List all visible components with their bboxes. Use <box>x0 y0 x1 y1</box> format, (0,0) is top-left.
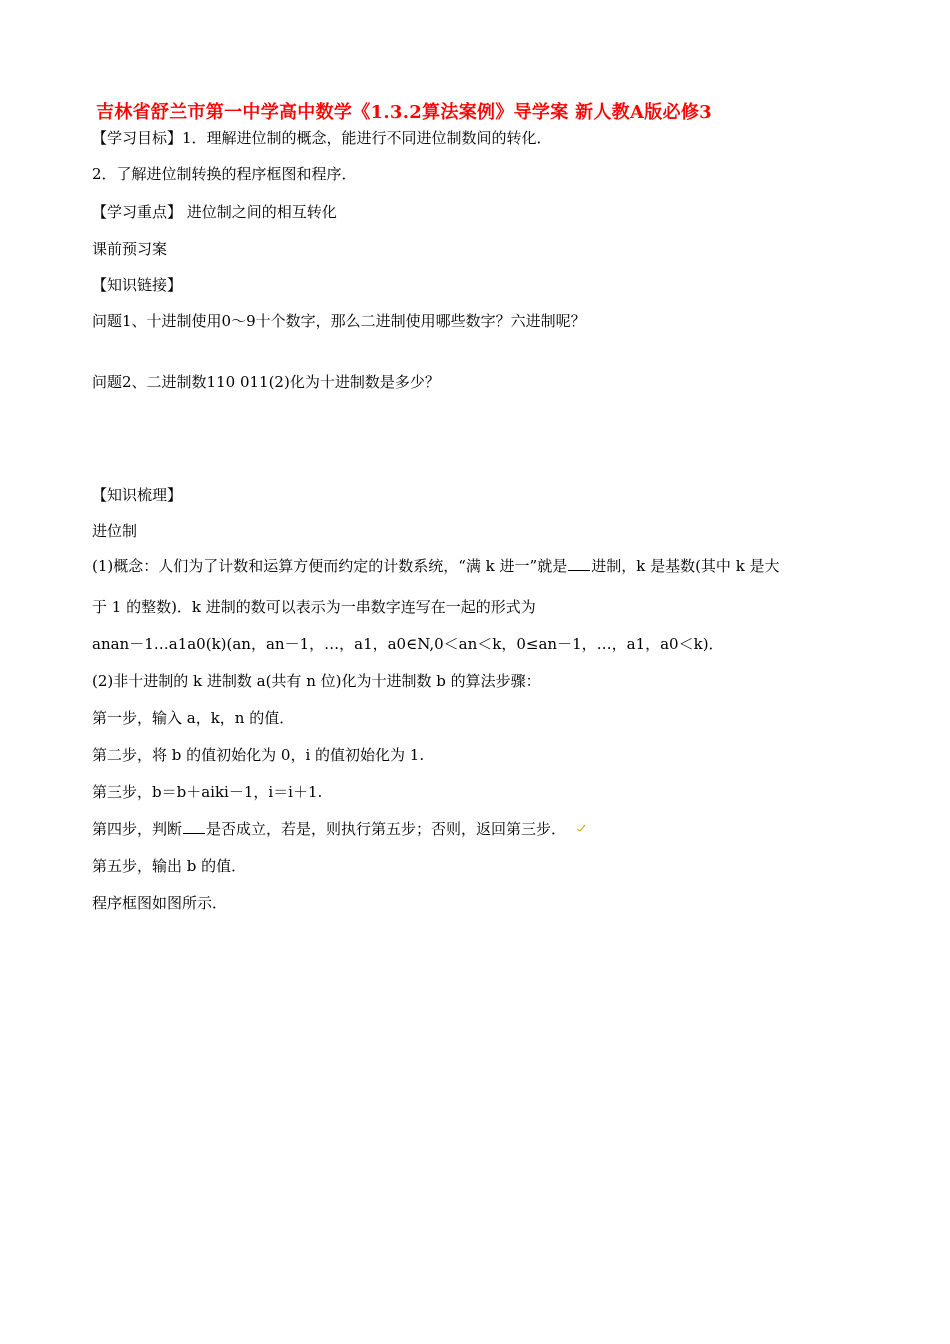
algorithm-step-1: 第一步，输入 a，k，n 的值． <box>92 709 295 727</box>
algorithm-step-2: 第二步，将 b 的值初始化为 0，i 的值初始化为 1. <box>92 746 425 764</box>
learning-goal-line-1: 【学习目标】1．理解进位制的概念，能进行不同进位制数间的转化． <box>92 129 552 147</box>
preview-heading: 课前预习案 <box>92 240 168 258</box>
question-2: 问题2、二进制数110 011(2)化为十进制数是多少？ <box>92 373 440 391</box>
concept-line-3: anan－1…a1a0(k)(an，an－1，…，a1，a0∈N,0＜an＜k，0≤an－1，…，a1，a0＜k)． <box>92 635 724 653</box>
learning-goal-line-2: 2．了解进位制转换的程序框图和程序． <box>92 165 357 183</box>
concept-text-part-1: (1)概念：人们为了计数和运算方便而约定的计数系统，“满 k 进一”就是 <box>92 557 568 575</box>
knowledge-review-heading: 【知识梳理】 <box>92 486 183 504</box>
step-4-text-part-2: 是否成立，若是，则执行第五步；否则，返回第三步． <box>206 820 567 838</box>
key-point-line: 【学习重点】 进位制之间的相互转化 <box>92 203 337 221</box>
document-title: 吉林省舒兰市第一中学高中数学《1.3.2算法案例》导学案 新人教A版必修3 <box>96 102 712 123</box>
step-4-fill-blank[interactable] <box>183 819 205 834</box>
algorithm-step-4 <box>92 819 566 839</box>
knowledge-link-heading: 【知识链接】 <box>92 276 183 294</box>
concept-fill-blank[interactable] <box>568 556 590 571</box>
algorithm-intro: (2)非十进制的 k 进制数 a(共有 n 位)化为十进制数 b 的算法步骤： <box>92 672 541 690</box>
step-4-text-part-1: 第四步，判断 <box>92 820 183 838</box>
algorithm-step-5: 第五步，输出 b 的值． <box>92 857 247 875</box>
section-name: 进位制 <box>92 522 138 540</box>
check-mark-icon <box>576 823 586 833</box>
concept-text-part-2: 进制，k 是基数(其中 k 是大 <box>591 557 780 575</box>
algorithm-step-3: 第三步，b＝b＋aiki－1，i＝i＋1. <box>92 783 323 801</box>
concept-line-1 <box>92 556 862 576</box>
flowchart-note: 程序框图如图所示． <box>92 894 228 912</box>
question-1: 问题1、十进制使用0～9十个数字，那么二进制使用哪些数字？六进制呢？ <box>92 312 586 330</box>
concept-line-2: 于 1 的整数)．k 进制的数可以表示为一串数字连写在一起的形式为 <box>92 598 536 616</box>
